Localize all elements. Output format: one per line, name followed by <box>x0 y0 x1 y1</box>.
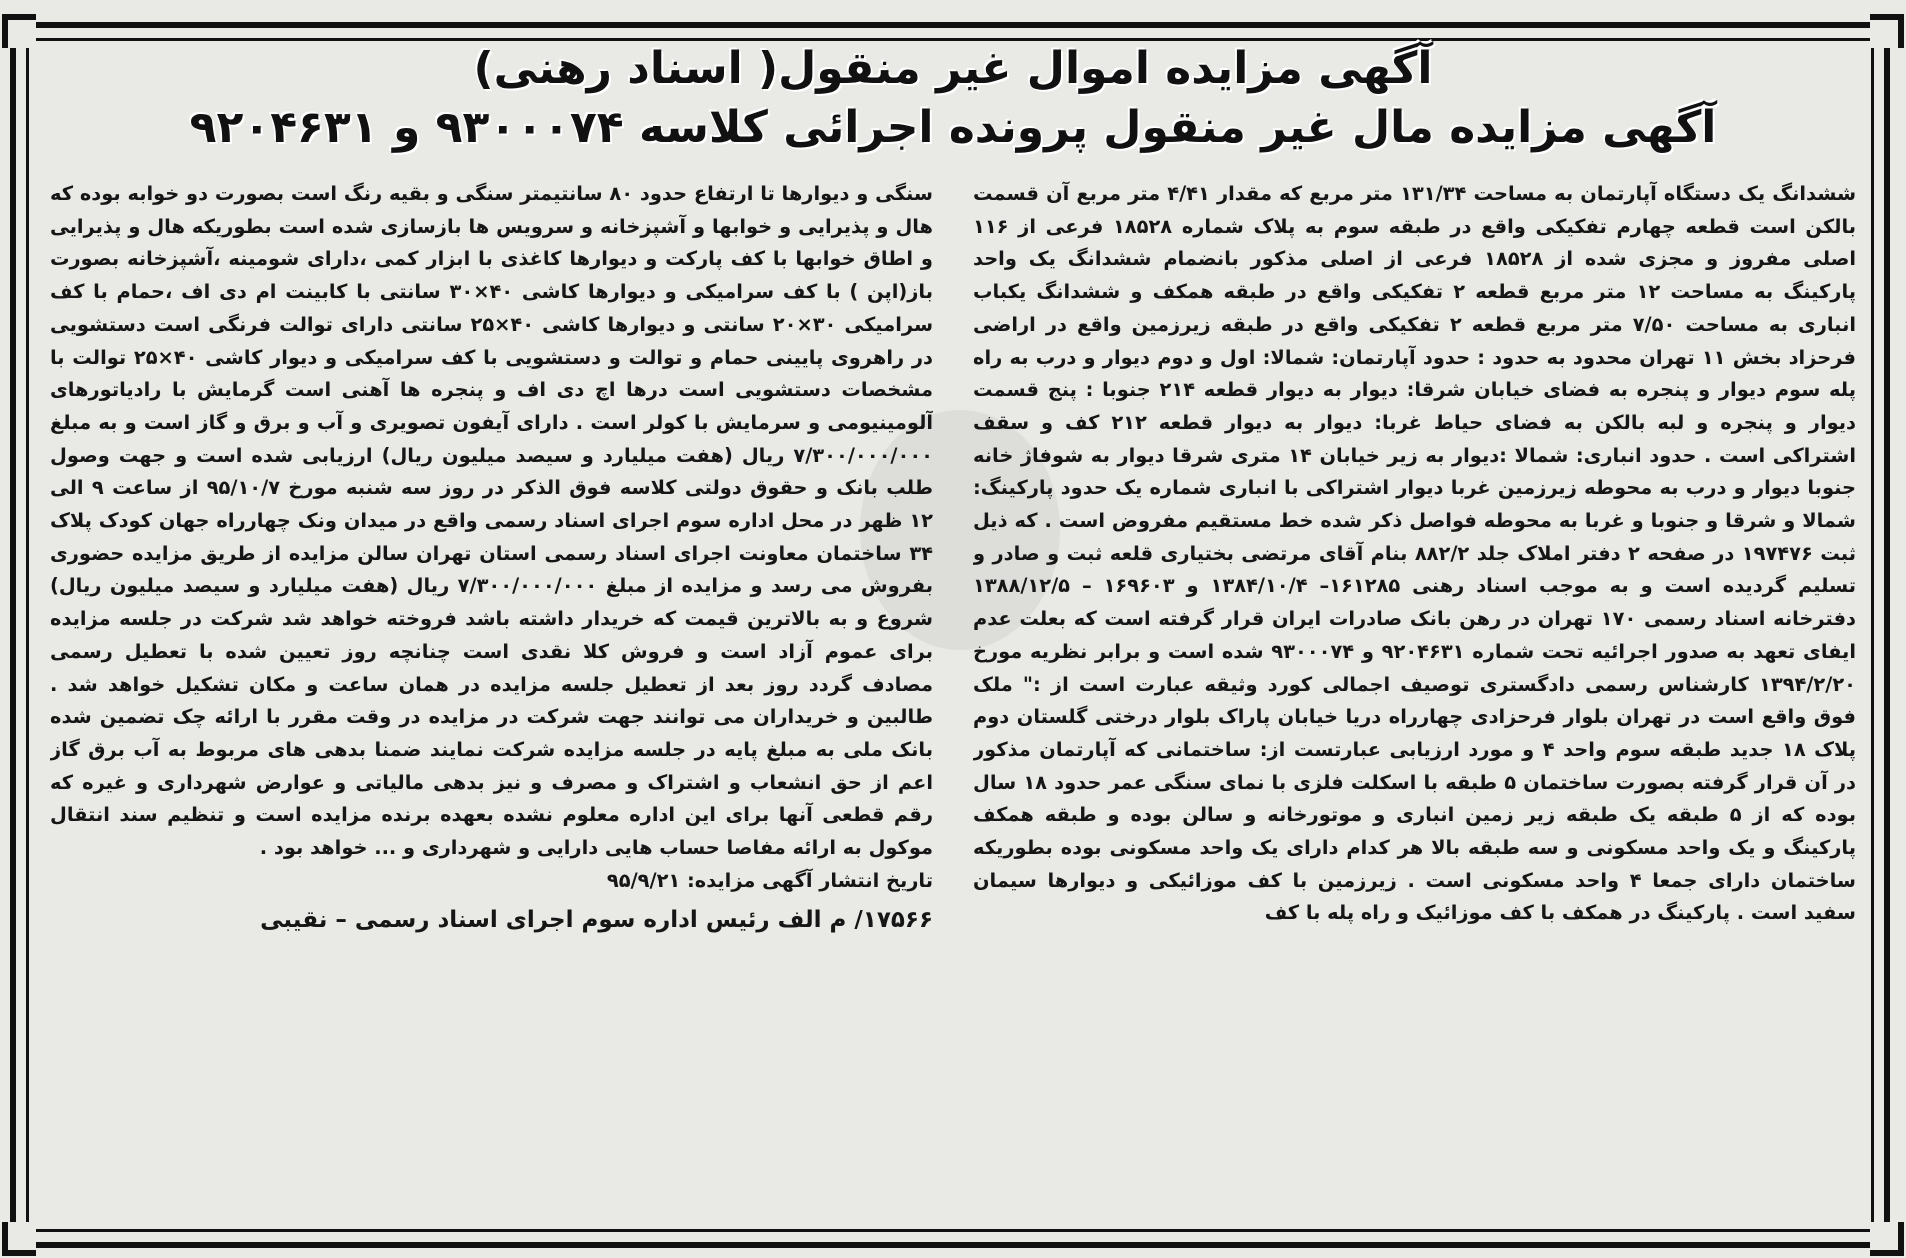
border-corner-ornament <box>2 14 36 48</box>
notice-title: آگهی مزایده اموال غیر منقول( اسناد رهنی) <box>473 43 1433 94</box>
border-corner-ornament <box>2 1222 36 1256</box>
border-corner-ornament <box>1870 1222 1904 1256</box>
right-column-text: ششدانگ یک دستگاه آپارتمان به مساحت ۱۳۱/۳۴ متر مربع که مقدار ۴/۴۱ متر مربع آن قسمت بالکن است قطعه چهارم تفکیکی واقع در طبقه سوم به پلاک شماره ۱۸۵۲۸ فرعی از ۱۱۶ اصلی مفروز و مجزی شده از ۱۸۵۲۸ فرعی از اصلی مذکور بانضمام ششدانگ یک واحد پارکینگ به مساحت ۱۲ متر مربع قطعه ۲ تفکیکی واقع در طبقه همکف و ششدانگ یکباب انباری به مساحت ۷/۵۰ متر مربع قطعه ۲ تفکیکی واقع در طبقه زیرزمین واقع در اراضی فرحزاد بخش ۱۱ تهران محدود به حدود : حدود آپارتمان: شمالا: اول و دوم دیوار و درب به راه پله سوم دیوار و پنجره به فضای خیابان شرقا: دیوار به دیوار قطعه ۲۱۴ جنوبا : پنج قسمت دیوار و پنجره و لبه بالکن به فضای حیاط غربا: دیوار به دیوار قطعه ۲۱۲ کف و سقف اشتراکی است . حدود انباری: شمالا :دیوار به زیر خیابان ۱۴ متری شرقا دیوار به شوفاژ خانه جنوبا دیوار و درب به محوطه زیرزمین غربا دیوار اشتراکی با انباری شماره یک حدود پارکینگ: شمالا و شرقا و جنوبا و غربا به محوطه فواصل ذکر شده خط مستقیم مفروض است . که ذیل ثبت ۱۹۷۴۷۶ در صفحه ۲ دفتر املاک جلد ۸۸۲/۲ بنام آقای مرتضی بختیاری قلعه ثبت و صادر و تسلیم گردیده است و به موجب اسناد رهنی ۱۶۱۲۸۵– ۱۳۸۴/۱۰/۴ و ۱۶۹۶۰۳ – ۱۳۸۸/۱۲/۵ دفترخانه اسناد رسمی ۱۷۰ تهران در رهن بانک صادرات ایران قرار گرفته است که بعلت عدم ایفای تعهد به صدور اجرائیه تحت شماره ۹۲۰۴۶۳۱ و ۹۳۰۰۰۷۴ شده است و برابر نظریه مورخ ۱۳۹۴/۲/۲۰ کارشناس رسمی دادگستری توصیف اجمالی کورد وثیقه عبارت است از :" ملک فوق واقع است در تهران بلوار فرحزادی چهارراه دریا خیابان پاراک بلوار درختی گلستان دوم پلاک ۱۸ جدید طبقه سوم واحد ۴ و مورد ارزیابی عبارتست از: ساختمانی که آپارتمان مذکور در آن قرار گرفته بصورت ساختمان ۵ طبقه با اسکلت فلزی با نمای سنگی عمر حدود ۱۸ سال بوده که از ۵ طبقه یک طبقه زیر زمین انباری و موتورخانه و سالن بوده و طبقه همکف پارکینگ و یک واحد مسکونی و سه طبقه بالا هر کدام دارای یک واحد مسکونی بوده بطوریکه ساختمان دارای جمعا ۴ واحد مسکونی است . زیرزمین با کف موزائیکی و دیوارها سیمان سفید است . پارکینگ در همکف با کف موزائیک و راه پله با کف <box>973 182 1856 925</box>
notice-header <box>60 40 1846 158</box>
border-corner-ornament <box>1870 14 1904 48</box>
left-column-text: سنگی و دیوارها تا ارتفاع حدود ۸۰ سانتیمتر سنگی و بقیه رنگ است بصورت دو خوابه بوده که هال و پذیرایی و خوابها و آشپزخانه و سرویس ها بازسازی شده است بطوریکه هال و پذیرایی و اطاق خوابها با کف پارکت و دیوارها کاغذی با ابزار کمی ،دارای شومینه ،آشپزخانه بصورت باز(اپن ) با کف سرامیکی و دیوارها کاشی ۴۰×۳۰ سانتی با کابینت ام دی اف ،حمام با کف سرامیکی ۳۰×۲۰ سانتی و دیوارها کاشی ۴۰×۲۵ سانتی دارای توالت فرنگی است دستشویی در راهروی پایینی حمام و توالت و دستشویی با کف سرامیکی و دیوار کاشی ۴۰×۲۵ توالت با مشخصات دستشویی است درها اچ دی اف و پنجره ها آهنی است گرمایش با رادیاتورهای آلومینیومی و سرمایش با کولر است . دارای آیفون تصویری و آب و برق و گاز است و به مبلغ ۷/۳۰۰/۰۰۰/۰۰۰ ریال (هفت میلیارد و سیصد میلیون ریال) ارزیابی شده است و جهت وصول طلب بانک و حقوق دولتی کلاسه فوق الذکر در روز سه شنبه مورخ ۹۵/۱۰/۷ از ساعت ۹ الی ۱۲ ظهر در محل اداره سوم اجرای اسناد رسمی واقع در میدان ونک چهارراه جهان کودک پلاک ۳۴ ساختمان معاونت اجرای اسناد رسمی استان تهران سالن مزایده از طریق مزایده حضوری بفروش می رسد و مزایده از مبلغ ۷/۳۰۰/۰۰۰/۰۰۰ ریال (هفت میلیارد و سیصد میلیون ریال) شروع و به بالاترین قیمت که خریدار داشته باشد فروخته خواهد شد شرکت در جلسه مزایده برای عموم آزاد است و فروش کلا نقدی است چنانچه روز تعیین شده با تعطیل رسمی مصادف گردد روز بعد از تعطیل جلسه مزایده در همان ساعت و مکان تشکیل خواهد شد . طالبین و خریداران می توانند جهت شرکت در مزایده در وقت مقرر با ارائه چک تضمین شده بانک ملی به مبلغ پایه در جلسه مزایده شرکت نمایند ضمنا بدهی های مربوط به آب برق گاز اعم از حق انشعاب و اشتراک و مصرف و نیز بدهی مالیاتی و عوارض شهرداری و غیره که رقم قطعی آنها برای این اداره معلوم نشده بعهده برنده مزایده است و تنظیم سند انتقال موکول به ارائه مفاصا حساب هایی دارایی و شهرداری و ... خواهد بود . <box>50 182 933 860</box>
right-column <box>973 178 1856 1198</box>
publication-date: تاریخ انتشار آگهی مزایده: ۹۵/۹/۲۱ <box>606 868 933 892</box>
notice-body <box>50 178 1856 1198</box>
signature-line: ۱۷۵۶۶/ م الف رئیس اداره سوم اجرای اسناد رسمی – نقیبی <box>260 907 933 934</box>
notice-subtitle: آگهی مزایده مال غیر منقول پرونده اجرائی کلاسه ۹۳۰۰۰۷۴ و ۹۲۰۴۶۳۱ <box>189 102 1717 153</box>
left-column <box>50 178 933 1198</box>
